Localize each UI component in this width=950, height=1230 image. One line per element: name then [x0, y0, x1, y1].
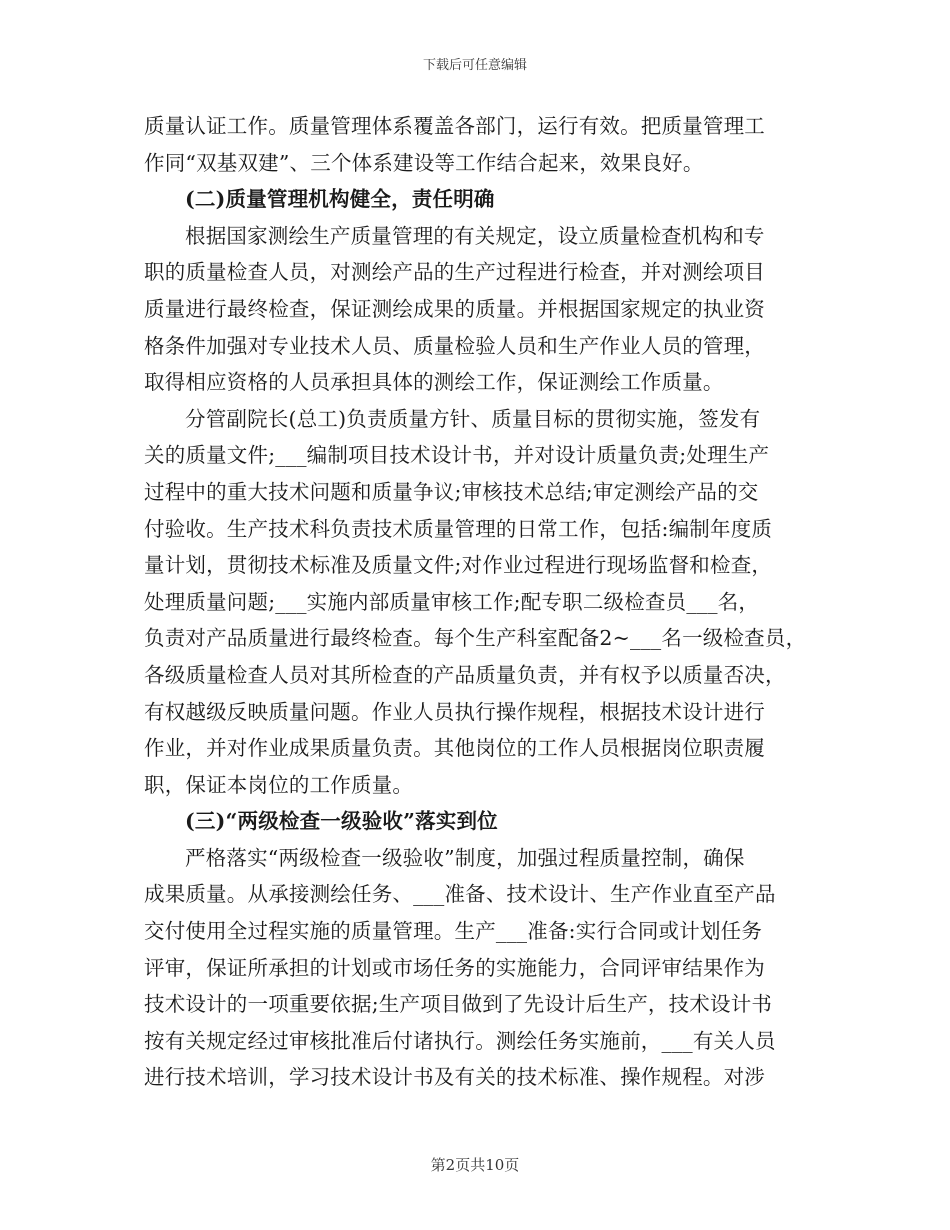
text-line: 作业，并对作业成果质量负责。其他岗位的工作人员根据岗位职责履 — [144, 736, 765, 761]
text-line: 关的质量文件;___编制项目技术设计书，并对设计质量负责;处理生产 — [144, 443, 770, 468]
text-line: 根据国家测绘生产质量管理的有关规定，设立质量检查机构和专 — [185, 223, 765, 248]
text-line: 成果质量。从承接测绘任务、___准备、技术设计、生产作业直至产品 — [144, 882, 776, 907]
text-line: 质量认证工作。质量管理体系覆盖各部门，运行有效。把质量管理工 — [144, 114, 765, 138]
page-header: 下载后可任意编辑 — [422, 58, 527, 73]
text-line: 取得相应资格的人员承担具体的测绘工作，保证测绘工作质量。 — [144, 370, 724, 395]
text-line: 格条件加强对专业技术人员、质量检验人员和生产作业人员的管理， — [144, 333, 765, 358]
text-line: 职的质量检查人员，对测绘产品的生产过程进行检查，并对测绘项目 — [144, 260, 765, 285]
text-line: 质量进行最终检查，保证测绘成果的质量。并根据国家规定的执业资 — [144, 296, 765, 321]
text-line: 负责对产品质量进行最终检查。每个生产科室配备2~___名一级检查员， — [144, 626, 807, 651]
section-heading: (二)质量管理机构健全，责任明确 — [185, 187, 495, 212]
text-line: 量计划，贯彻技术标准及质量文件;对作业过程进行现场监督和检查， — [144, 553, 773, 578]
text-line: 职，保证本岗位的工作质量。 — [144, 772, 414, 797]
text-line: 进行技术培训，学习技术设计书及有关的技术标准、操作规程。对涉 — [144, 1065, 765, 1090]
text-line: 评审，保证所承担的计划或市场任务的实施能力，合同评审结果作为 — [144, 955, 765, 980]
text-line: 付验收。生产技术科负责技术质量管理的日常工作，包括:编制年度质 — [144, 516, 773, 541]
document-body — [144, 108, 824, 1096]
text-line: 技术设计的一项重要依据;生产项目做到了先设计后生产，技术设计书 — [144, 992, 773, 1017]
text-line: 分管副院长(总工)负责质量方针、质量目标的贯彻实施，签发有 — [185, 406, 761, 431]
text-line: 有权越级反映质量问题。作业人员执行操作规程，根据技术设计进行 — [144, 699, 765, 724]
page-footer: 第2页共10页 — [430, 1156, 520, 1174]
text-line: 处理质量问题;___实施内部质量审核工作;配专职二级检查员___名， — [144, 589, 760, 614]
text-line: 作同“双基双建”、三个体系建设等工作结合起来，效果良好。 — [144, 150, 704, 175]
text-line: 按有关规定经过审核批准后付诸执行。测绘任务实施前，___有关人员 — [144, 1028, 776, 1053]
section-heading: (三)“两级检查一级验收”落实到位 — [185, 809, 498, 834]
text-line: 过程中的重大技术问题和质量争议;审核技术总结;审定测绘产品的交 — [144, 479, 759, 504]
text-line: 交付使用全过程实施的质量管理。生产___准备:实行合同或计划任务 — [144, 919, 763, 944]
text-line: 严格落实“两级检查一级验收”制度，加强过程质量控制，确保 — [185, 845, 745, 870]
text-line: 各级质量检查人员对其所检查的产品质量负责，并有权予以质量否决， — [144, 662, 786, 687]
